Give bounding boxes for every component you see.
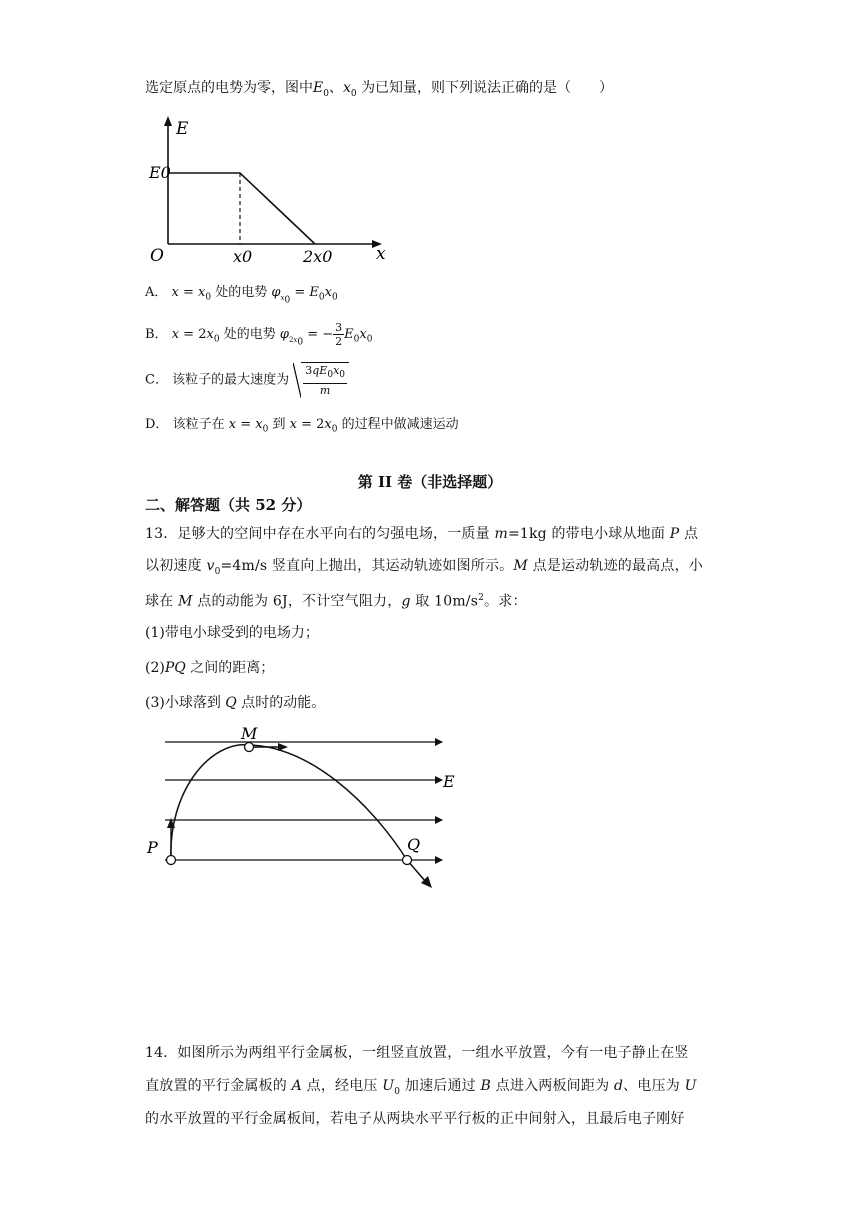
- volume-title: 第 II 卷（非选择题）: [357, 473, 503, 491]
- option-a: [145, 282, 338, 311]
- option-a-text: $x = x_0$ 处的电势 $\varphi_{x_0} = E_0x_0$: [171, 285, 338, 305]
- option-d: [145, 414, 459, 441]
- q14-line-1: 14．如图所示为两组平行金属板，一组竖直放置，一组水平放置，今有一电子静止在竖: [145, 1045, 689, 1061]
- m-velocity-arrow-icon: [278, 743, 288, 751]
- label-e: E: [443, 772, 455, 791]
- option-c: [145, 362, 349, 398]
- option-b-text: $x = 2x_0$ 处的电势 $\varphi_{2x_0}$ = − $\frac{3}{2}$ $E_0x_0$: [171, 321, 373, 348]
- trajectory-curve: [171, 745, 426, 882]
- option-b: [145, 320, 372, 357]
- option-c-letter: C．: [145, 372, 168, 388]
- origin-label: O: [150, 246, 164, 266]
- q12-stem-text: 选定原点的电势为零，图中: [145, 80, 313, 96]
- option-c-text: 该粒子的最大速度为: [172, 372, 290, 388]
- q12-stem: 选定原点的电势为零，图中$E_0$、$x_0$ 为已知量，则下列说法正确的是（ ）: [145, 80, 614, 99]
- e0-tick-label: E0: [149, 163, 171, 182]
- q12-stem-question: 为已知量，则下列说法正确的是（ ）: [361, 80, 614, 96]
- option-d-text: 该粒子在 $x = x_0$ 到 $x = 2x_0$ 的过程中做减速运动: [172, 417, 459, 435]
- x-axis-label: x: [376, 244, 386, 264]
- option-d-letter: D．: [145, 417, 169, 432]
- q13-sub-3: (3)小球落到 Q 点时的动能。: [145, 695, 326, 711]
- q14-line-2: 直放置的平行金属板的 A 点，经电压 $U_0$ 加速后通过 B 点进入两板间距为 d、电压为 U: [145, 1078, 697, 1097]
- option-c-formula: $\frac{3qE_0x_0}{m}$: [301, 362, 349, 398]
- y-axis-label: E: [176, 119, 189, 139]
- x0-tick-label: x0: [233, 247, 253, 266]
- field-line: [168, 173, 315, 244]
- q12-ex-graph: [140, 112, 400, 270]
- point-p: [167, 856, 176, 865]
- label-m: M: [241, 724, 258, 743]
- label-p: P: [147, 838, 158, 857]
- q13-line-3: 球在 M 点的动能为 6J，不计空气阻力，g 取 $10m/s^2$。求：: [145, 593, 527, 610]
- option-b-letter: B．: [145, 327, 168, 342]
- 2x0-tick-label: 2x0: [303, 247, 333, 266]
- q13-sub-1: (1)带电小球受到的电场力；: [145, 625, 319, 641]
- label-q: Q: [407, 835, 421, 854]
- option-a-letter: A．: [145, 285, 168, 300]
- part-title: 二、解答题（共 52 分）: [145, 496, 312, 514]
- y-axis-arrow-icon: [164, 116, 172, 126]
- q13-line-1: 13．足够大的空间中存在水平向右的匀强电场，一质量 m=1kg 的带电小球从地面 P 点: [145, 526, 699, 542]
- q13-line-2: 以初速度 $v_0=4m/s$ 竖直向上抛出，其运动轨迹如图所示。M 点是运动轨迹的最高点，小: [145, 558, 703, 577]
- q13-sub-2: (2)PQ 之间的距离；: [145, 660, 275, 676]
- q13-trajectory-figure: [140, 722, 470, 892]
- point-m: [245, 743, 254, 752]
- point-q: [403, 856, 412, 865]
- q14-line-3: 的水平放置的平行金属板间，若电子从两块水平平行板的正中间射入，且最后电子刚好: [145, 1111, 685, 1127]
